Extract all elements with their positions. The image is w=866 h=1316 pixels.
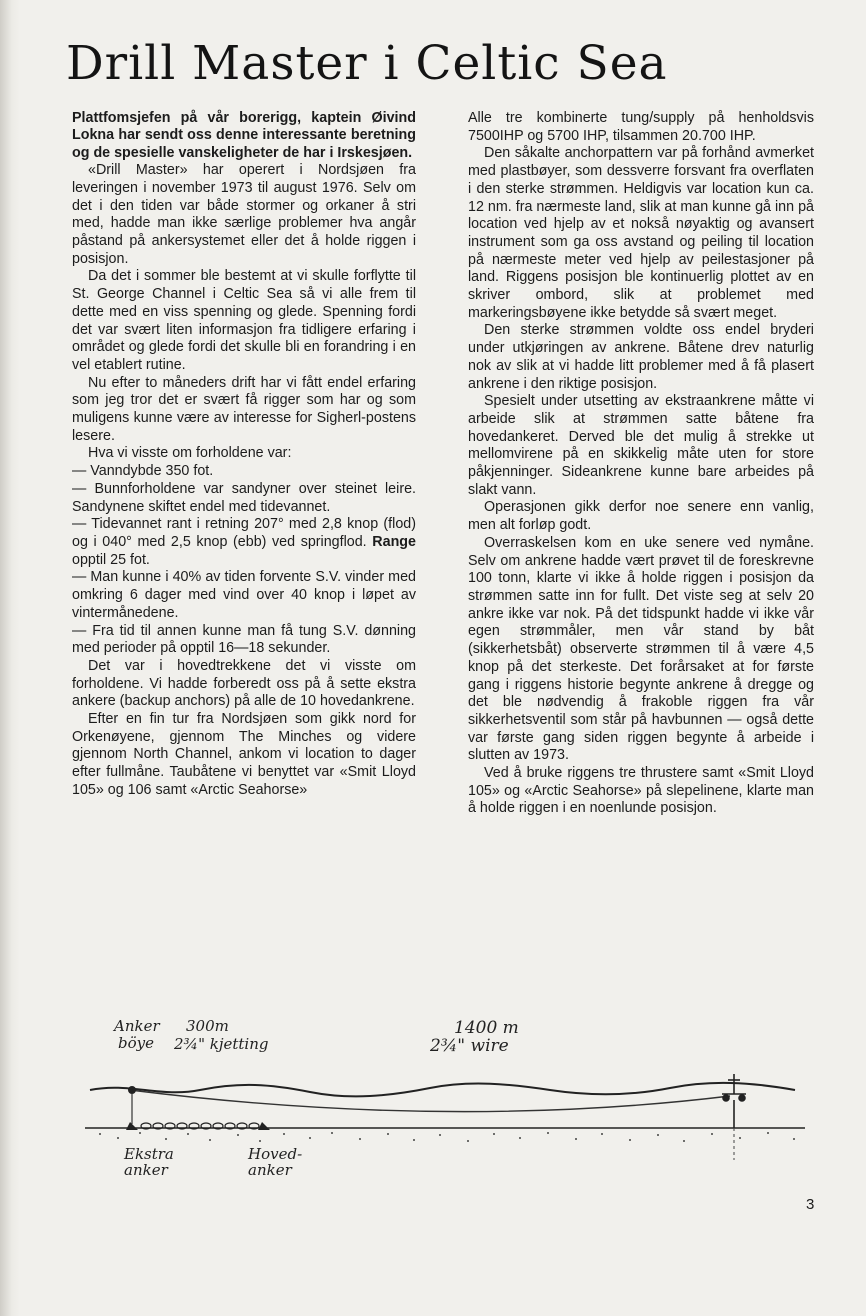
paragraph-text: Nu efter to måneders drift har vi fått endel erfaring som jeg tror det er svært få rigger som har og som muligens kunne være av interesse for Sigherl-postens lesere. [72, 374, 416, 444]
sea-surface-line [90, 1083, 795, 1096]
right-column-paragraph [468, 322, 814, 393]
anker-boye-label-line1: Anker [114, 1017, 160, 1035]
paragraph-text: — Tidevannet rant i retning 207° med 2,8 knop (flod) og i 040° med 2,5 knop (ebb) ved springflod. [72, 516, 416, 550]
anker-boye-label-line2: böye [118, 1034, 154, 1052]
page-number: 3 [806, 1196, 815, 1213]
page-binding-shadow [0, 0, 20, 1316]
paragraph-text: Den sterke strømmen voldte oss endel bryderi under utkjøringen av ankrene. Båtene drev naturlig nok av slik at vi hadde litt problemer med å få plasert ankrene i den riktige posisjon. [468, 322, 814, 392]
main-anchor-shape [258, 1122, 270, 1130]
article-title: Drill Master i Celtic Sea [66, 36, 668, 91]
article-lead: Plattfomsjefen på vår borerigg, kaptein Øivind Lokna har sendt oss denne interessante beretning og de spesielle vanskeligheter de har i Irskesjøen. [72, 110, 416, 161]
left-column-paragraph [72, 569, 416, 622]
hoved-anker-label-line2: anker [248, 1161, 292, 1179]
right-column [468, 110, 814, 818]
wire-size-label: 2¾" wire [430, 1036, 509, 1056]
paragraph-text: Hva vi visste om forholdene var: [88, 445, 292, 462]
paragraph-text: Overraskelsen kom en uke senere ved nymåne. Selv om ankrene hadde vært prøvet til de foreskrevne 100 tonn, klarte vi ikke å holde riggen i posisjon da strømmen satte inn for fullt. Det viste seg at selv 20 ankre ikke var nok. På det tidspunkt hadde vi ikke vår egen strømmåler, men vår stand by båt (sikkerhetsbåt) observerte strømmen til å være 4,5 knop på det sterkeste. Det forårsaket at for første gang i riggens historie begynte ankrene å dregge og det ble nødvendig å frakoble riggen fra vår sikkerhetsventil som står på havbunnen — også dette var første gang siden riggen begynte å arbeide i slutten av 1973. [468, 534, 814, 764]
ekstra-anker-label-line1: Ekstra [124, 1145, 174, 1163]
paragraph-text: Ved å bruke riggens tre thrustere samt «Smit Lloyd 105» og «Arctic Seahorse» på slepelinene, klarte man å holde riggen i en noenlunde posisjon. [468, 765, 814, 817]
range-keyword: Range [372, 533, 416, 550]
kjetting-length-label: 300m [186, 1017, 229, 1035]
left-column-paragraph [72, 162, 416, 268]
seabed-sand-dots [99, 1132, 795, 1142]
ekstra-anker-label-line2: anker [124, 1161, 168, 1179]
right-column-paragraph [468, 393, 814, 499]
right-column-paragraph [468, 145, 814, 322]
paragraph-text: — Bunnforholdene var sandyner over steinet leire. Sandynene skiftet endel med tidevannet. [72, 480, 416, 515]
left-column [72, 110, 416, 800]
paragraph-text: Det var i hovedtrekkene det vi visste om forholdene. Vi hadde forberedt oss på å sette ekstra ankere (backup anchors) på alle de 10 hovedankrene. [72, 657, 416, 710]
left-column-paragraph [72, 481, 416, 516]
paragraph-text: Spesielt under utsetting av ekstraankrene måtte vi arbeide slik at strømmen satte båtene fra hovedankeret. Derved ble det mulig å strekke ut mellomvirene på en skikkelig måte uten for store påkjenninger. Sideankrene kunne bare arbeides på slakt vann. [468, 393, 814, 498]
paragraph-text: — Vanndybde 350 fot. [72, 463, 214, 480]
paragraph-text: — Man kunne i 40% av tiden forvente S.V. vinder med omkring 6 dager med vind over 40 knop i løpet av vintermånedene. [72, 569, 416, 621]
anchor-diagram [70, 1010, 810, 1180]
kjetting-size-label: 2¾" kjetting [174, 1035, 269, 1053]
left-column-paragraph [72, 268, 416, 374]
paragraph-text: — Fra tid til annen kunne man få tung S.V. dønning med perioder på opptil 16—18 sekunder. [72, 622, 416, 657]
right-column-paragraph [468, 499, 814, 534]
left-column-paragraph [72, 658, 416, 711]
left-column-paragraph [72, 463, 416, 481]
range-value-text: opptil 25 fot. [72, 551, 150, 568]
anchor-buoy [128, 1086, 136, 1094]
wire-length-label: 1400 m [454, 1018, 519, 1038]
right-column-body [468, 110, 814, 818]
paragraph-text: «Drill Master» har operert i Nordsjøen fra leveringen i november 1973 til august 1976. Selv om det i den tiden var både stormer og orkaner å stri med, hadde man ikke særlige problemer hva angår påstand på ankersystemet eller det å holde riggen i posisjon. [72, 162, 416, 267]
right-column-paragraph [468, 765, 814, 818]
left-column-paragraph [72, 711, 416, 800]
left-column-paragraph [72, 623, 416, 658]
paragraph-text: Efter en fin tur fra Nordsjøen som gikk nord for Orkenøyene, gjennom The Minches og videre gjennom North Channel, ankom vi location to dager efter fullmåne. Taubåtene vi benyttet var «Smit Lloyd 105» og 106 samt «Arctic Seahorse» [72, 711, 416, 798]
paragraph-text: Da det i sommer ble bestemt at vi skulle forflytte til St. George Channel i Celtic Sea så vi alle frem til dette med en viss spenning og glede. Spenning fordi det var svært liten informasjon fra tidligere erfaring i området og glede fordi det skulle bli en forandring i en vel etablert rutine. [72, 268, 416, 373]
paragraph-text: Operasjonen gikk derfor noe senere enn vanlig, men alt forløp godt. [468, 499, 814, 534]
left-column-body [72, 162, 416, 799]
left-column-paragraph [72, 516, 416, 569]
paragraph-text: Den såkalte anchorpattern var på forhånd avmerket med plastbøyer, som dessverre forsvant fra overflaten i den sterke strømmen. Heldigvis var location kun ca. 12 nm. fra nærmeste land, slik at man kunne gå inn på location ved hjelp av et nokså nøyaktig og avansert instrument som ga oss avstand og peiling til location på nærmeste meter ved hjelp av peilestasjoner på land. Riggens posisjon ble kontinuerlig plottet av en skriver ombord, slik at problemet med markeringsbøyene ikke betydde så svært meget. [468, 145, 814, 321]
left-column-paragraph [72, 375, 416, 446]
paragraph-text: Alle tre kombinerte tung/supply på henholdsvis 7500IHP og 5700 IHP, tilsammen 20.700 IHP. [468, 110, 814, 144]
right-column-paragraph [468, 110, 814, 145]
drilling-rig-shape [722, 1074, 746, 1128]
right-column-paragraph [468, 535, 814, 765]
left-column-paragraph [72, 445, 416, 463]
hoved-anker-label-line1: Hoved- [248, 1145, 303, 1163]
